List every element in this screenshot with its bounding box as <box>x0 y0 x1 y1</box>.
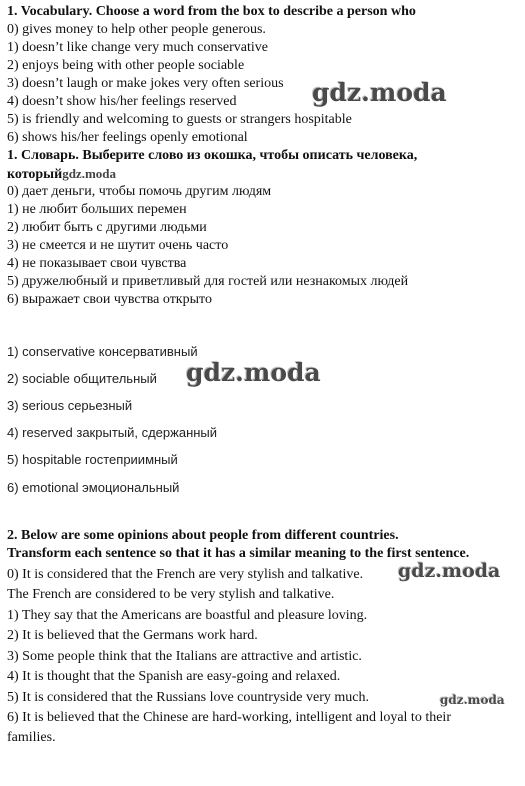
section2-title: 2. Below are some opinions about people from different countries. <box>7 528 399 543</box>
section2-item: The French are considered to be very stylish and talkative. <box>7 587 335 602</box>
section1-item: 1) doesn’t like change very much conservative <box>7 40 268 55</box>
watermark-logo: gdz.moda <box>186 358 321 387</box>
answer-item: 3) serious серьезный <box>7 398 133 413</box>
answer-item: 2) sociable общительный <box>7 371 157 386</box>
section1-title: 1. Vocabulary. Choose a word from the box to describe a person who <box>7 4 416 19</box>
section1-ru-item: 2) любит быть с другими людьми <box>7 220 207 235</box>
section1-ru-title: 1. Словарь. Выберите слово из окошка, чтобы описать человека, <box>7 148 418 163</box>
section1-ru-title-word: который <box>7 167 63 182</box>
answer-item: 1) conservative консервативный <box>7 344 198 359</box>
section1-ru-item: 5) дружелюбный и приветливый для гостей или незнакомых людей <box>7 274 409 289</box>
section2-item: families. <box>7 730 56 745</box>
answer-item: 4) reserved закрытый, сдержанный <box>7 425 218 440</box>
section1-item: 3) doesn’t laugh or make jokes very often serious <box>7 76 284 91</box>
watermark-logo: gdz.moda <box>62 166 116 181</box>
watermark-logo: gdz.moda <box>440 693 505 707</box>
section1-item: 0) gives money to help other people generous. <box>7 22 266 37</box>
section2-item: 2) It is believed that the Germans work hard. <box>7 628 258 643</box>
section2-item: 4) It is thought that the Spanish are easy-going and relaxed. <box>7 669 341 684</box>
section1-ru-item: 0) дает деньги, чтобы помочь другим людям <box>7 184 272 199</box>
section2-item: 5) It is considered that the Russians love countryside very much. <box>7 690 369 705</box>
section1-item: 2) enjoys being with other people sociable <box>7 58 245 73</box>
section1-ru-item: 3) не смеется и не шутит очень часто <box>7 238 229 253</box>
section1-item: 4) doesn’t show his/her feelings reserved <box>7 94 237 109</box>
section1-item: 5) is friendly and welcoming to guests or strangers hospitable <box>7 112 352 127</box>
section2-subtitle: Transform each sentence so that it has a similar meaning to the first sentence. <box>7 546 470 561</box>
section1-item: 6) shows his/her feelings openly emotional <box>7 130 248 145</box>
section2-item: 0) It is considered that the French are very stylish and talkative. <box>7 567 364 582</box>
section1-ru-title-line2 <box>7 165 116 184</box>
section1-ru-item: 6) выражает свои чувства открыто <box>7 292 212 307</box>
section1-ru-item: 1) не любит больших перемен <box>7 202 187 217</box>
section2-item: 6) It is believed that the Chinese are hard-working, intelligent and loyal to their <box>7 710 451 725</box>
section2-item: 3) Some people think that the Italians are attractive and artistic. <box>7 649 362 664</box>
watermark-logo: gdz.moda <box>398 560 501 582</box>
section2-item: 1) They say that the Americans are boastful and pleasure loving. <box>7 608 368 623</box>
watermark-logo: gdz.moda <box>312 78 447 107</box>
section1-ru-item: 4) не показывает свои чувства <box>7 256 187 271</box>
answer-item: 6) emotional эмоциональный <box>7 480 180 495</box>
answer-item: 5) hospitable гостеприимный <box>7 452 178 467</box>
